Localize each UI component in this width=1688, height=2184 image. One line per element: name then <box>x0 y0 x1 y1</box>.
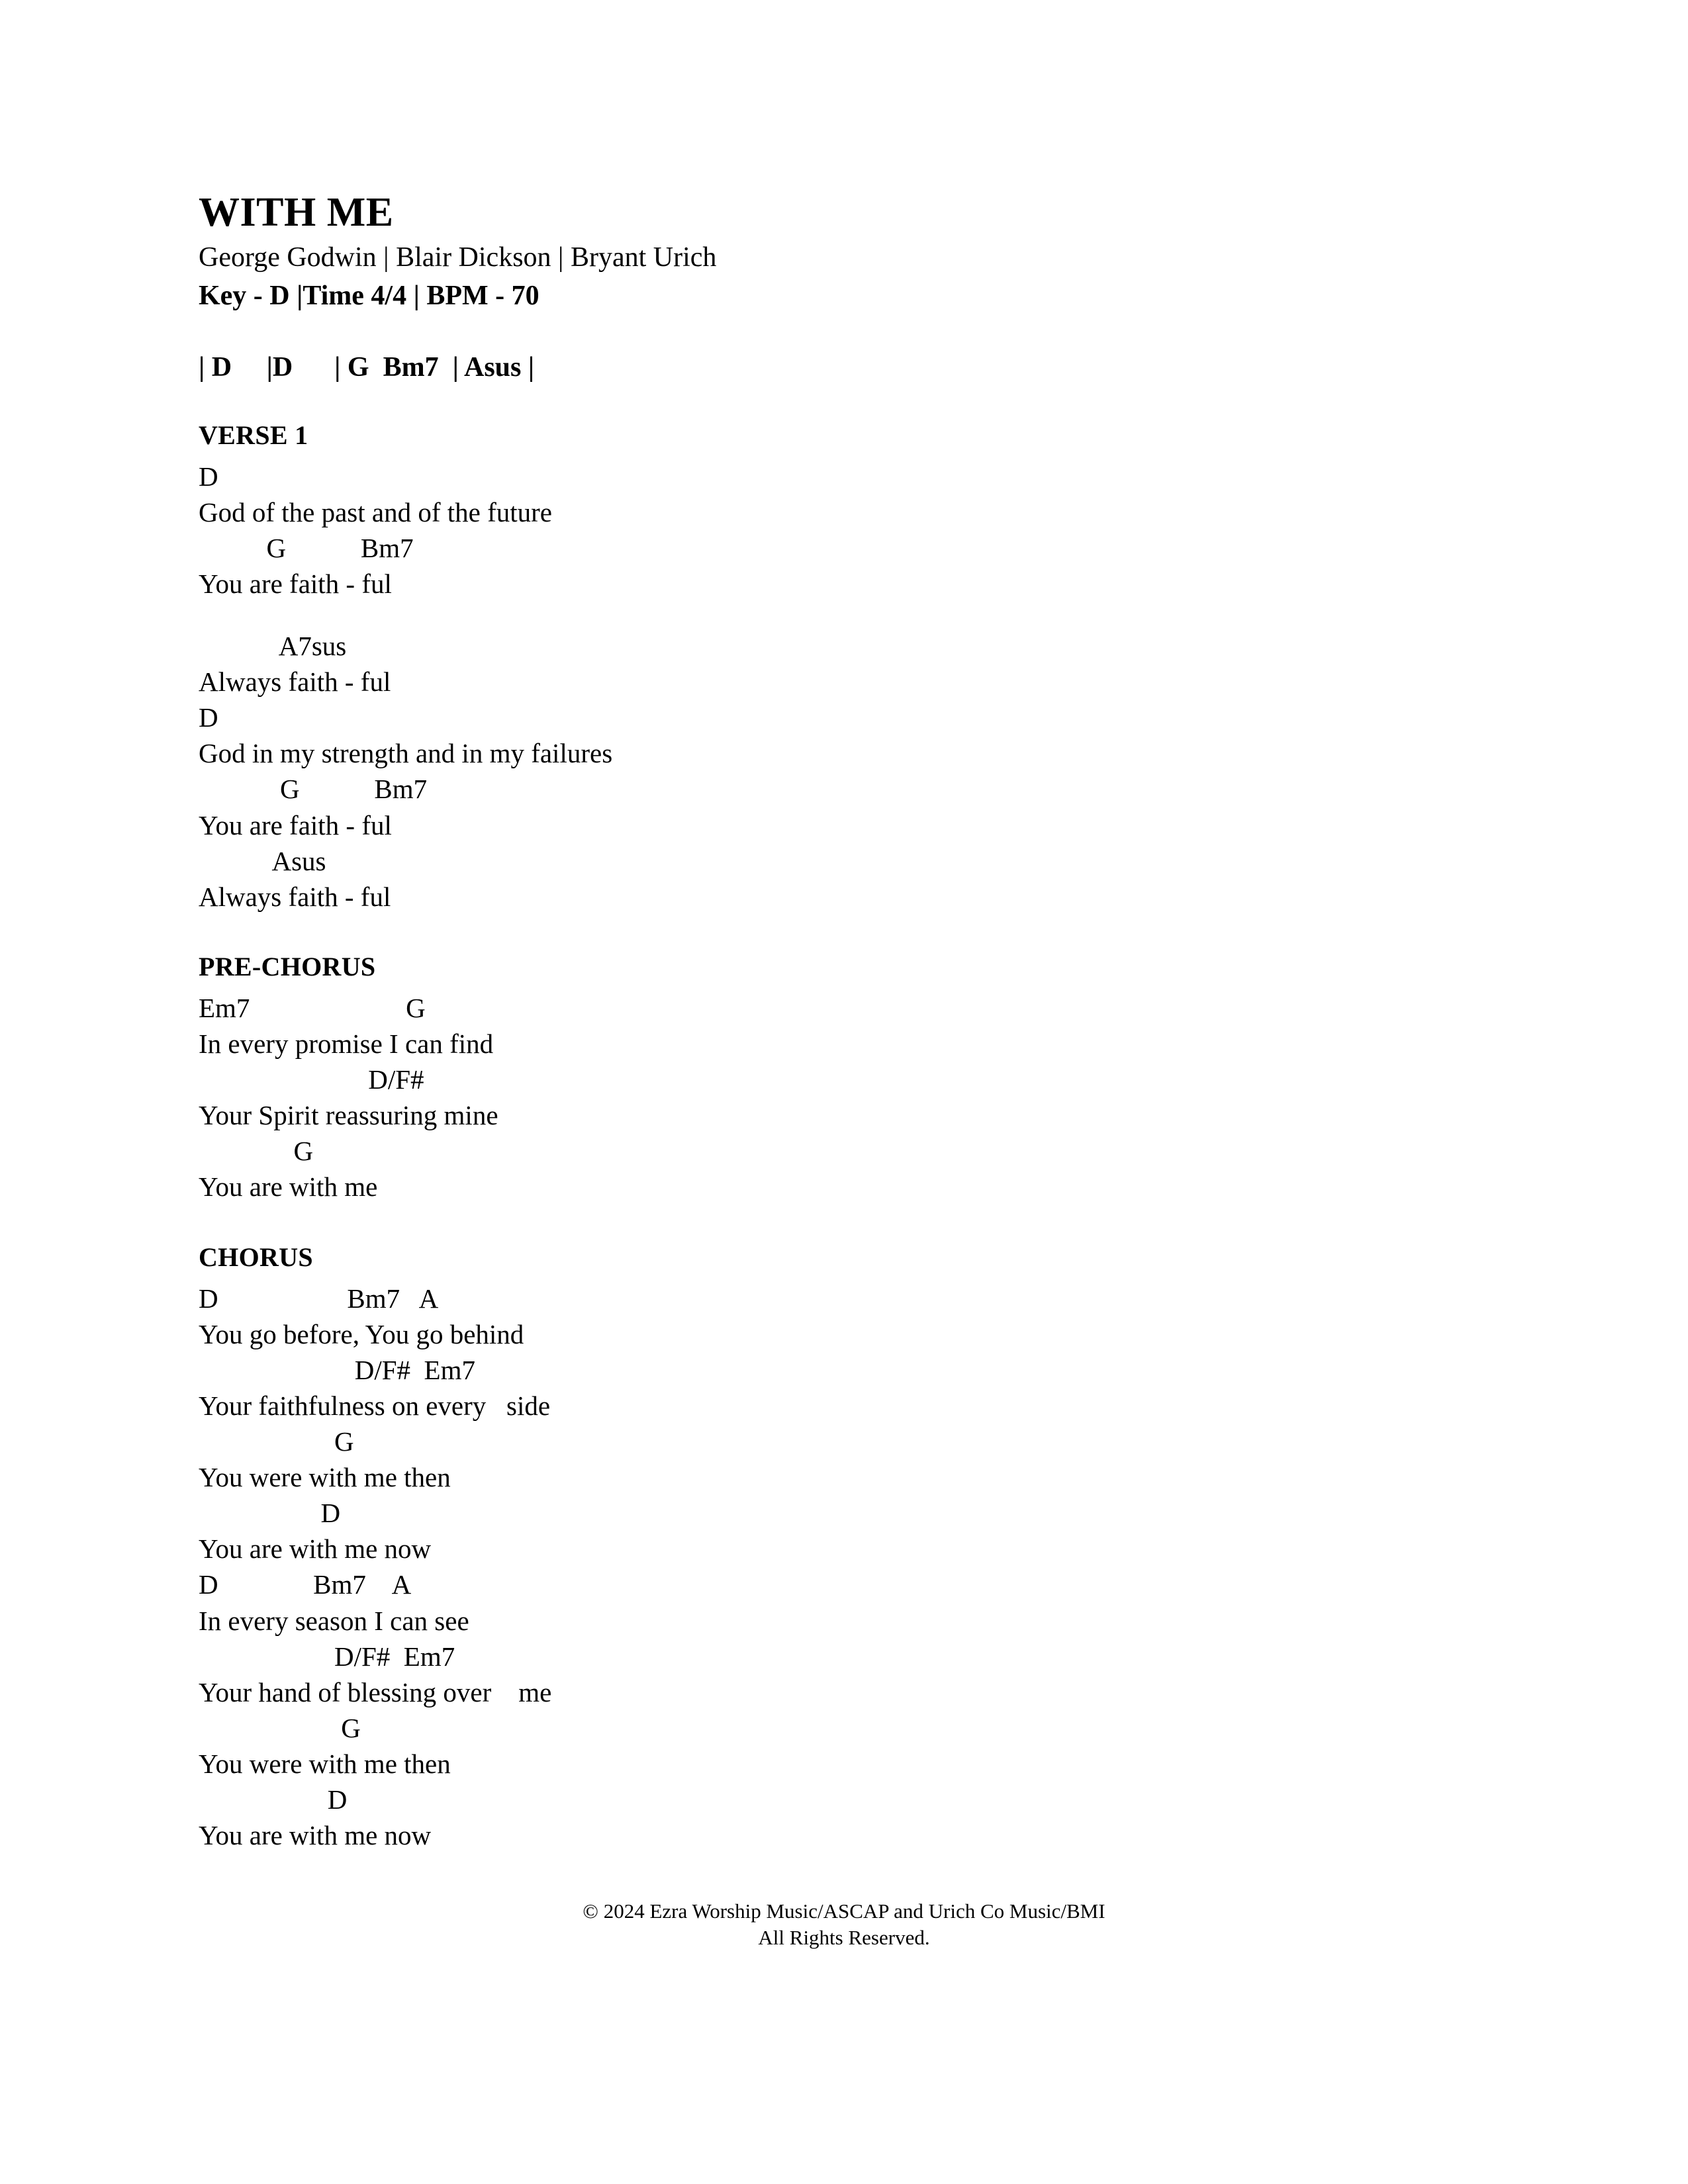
lyric-line: In every season I can see <box>199 1605 469 1636</box>
lyric-line: You are faith - ful <box>199 809 392 841</box>
chord-line: G <box>199 1712 361 1743</box>
chord-line: D Bm7 A <box>199 1569 412 1600</box>
chord-line: D <box>199 702 218 733</box>
chord-line: G Bm7 <box>199 774 428 805</box>
chord-line: D/F# Em7 <box>199 1641 455 1672</box>
chord-line: D/F# Em7 <box>199 1354 475 1385</box>
intro-chord-bars: | D |D | G Bm7 | Asus | <box>199 352 535 383</box>
lyric-line: You were with me then <box>199 1748 451 1779</box>
lyric-line: Your hand of blessing over me <box>199 1676 552 1707</box>
lyric-line: Always faith - ful <box>199 881 391 912</box>
sheet-content <box>199 192 1509 1853</box>
page-title: WITH ME <box>199 190 394 235</box>
chord-line: D/F# <box>199 1064 424 1095</box>
song-section <box>199 420 1509 915</box>
song-section <box>199 952 1509 1205</box>
lyric-line: You are with me now <box>199 1820 432 1851</box>
chord-line: Asus <box>199 845 326 876</box>
chord-line: G <box>199 1426 354 1457</box>
rights-line: All Rights Reserved. <box>758 1925 930 1949</box>
songwriter-credits: George Godwin | Blair Dickson | Bryant Urich <box>199 242 717 273</box>
lyric-line: God of the past and of the future <box>199 496 552 527</box>
lyric-line: You go before, You go behind <box>199 1318 524 1349</box>
song-section <box>199 1242 1509 1854</box>
section-body <box>199 990 1509 1205</box>
chord-line: G Bm7 <box>199 532 414 563</box>
chord-line: D <box>199 1498 341 1529</box>
lyric-line: Your faithfulness on every side <box>199 1390 551 1421</box>
section-heading: VERSE 1 <box>199 420 308 450</box>
song-sections <box>199 420 1509 1854</box>
chord-line: Em7 G <box>199 992 426 1023</box>
chord-line: A7sus <box>199 631 347 661</box>
lyric-line: In every promise I can find <box>199 1028 494 1059</box>
chord-line: D <box>199 461 218 492</box>
lyric-line: You were with me then <box>199 1462 451 1493</box>
lyric-line: God in my strength and in my failures <box>199 738 613 769</box>
lyric-line: You are faith - ful <box>199 568 392 599</box>
chord-line: D Bm7 A <box>199 1283 439 1314</box>
lyric-line: You are with me <box>199 1171 378 1203</box>
section-body <box>199 459 1509 915</box>
copyright-line: © 2024 Ezra Worship Music/ASCAP and Urich Co Music/BMI <box>583 1899 1105 1923</box>
section-heading: PRE-CHORUS <box>199 951 376 981</box>
chord-line: D <box>199 1784 348 1815</box>
lyric-line: Always faith - ful <box>199 666 391 698</box>
lyric-line: You are with me now <box>199 1533 432 1565</box>
section-heading: CHORUS <box>199 1242 313 1272</box>
key-time-bpm: Key - D |Time 4/4 | BPM - 70 <box>199 281 539 312</box>
section-body <box>199 1281 1509 1854</box>
chord-line: G <box>199 1136 314 1167</box>
stanza-spacer <box>199 602 1509 628</box>
lyric-line: Your Spirit reassuring mine <box>199 1100 498 1131</box>
footer <box>0 1898 1688 1950</box>
